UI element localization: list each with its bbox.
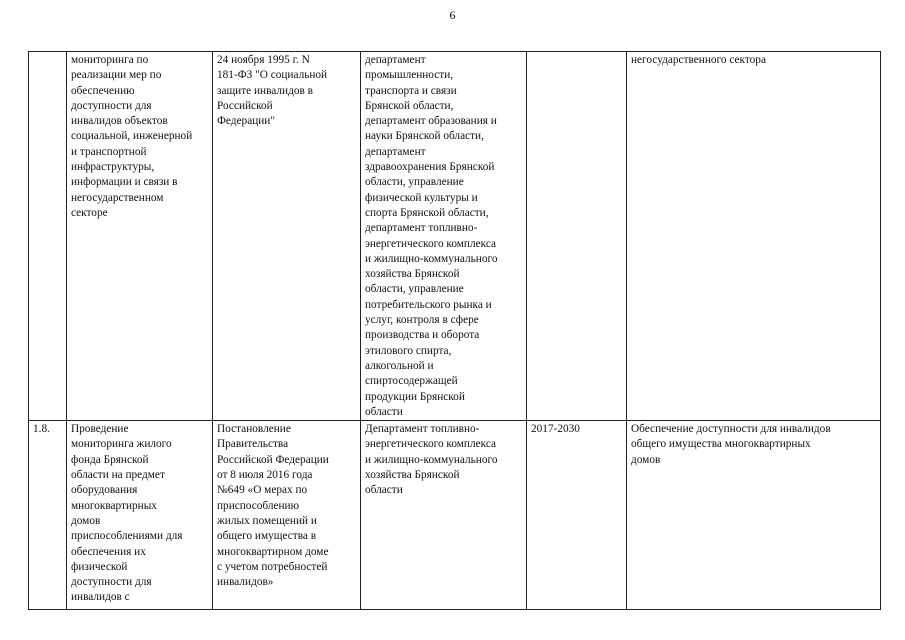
executor-cell: Департамент топливно- энергетического комплекса и жилищно-коммунального хозяйства Брянской области xyxy=(361,421,527,610)
executor-cell: департамент промышленности, транспорта и связи Брянской области, департамент образования и науки Брянской области, департамент здравоохранения Брянской области, управление физической культуры и спорта Брянской области, департамент топливно- энергетического комплекса и жилищно-коммунального хозяйства Брянской области, управление потребительского рынка и услуг, контроля в сфере производства и оборота этилового спирта, алкогольной и спиртосодержащей продукции Брянской области xyxy=(361,52,527,421)
activity-cell: мониторинга по реализации мер по обеспечению доступности для инвалидов объектов социальной, инженерной и транспортной инфраструктуры, информации и связи в негосударственном секторе xyxy=(67,52,213,421)
term-cell xyxy=(527,52,627,421)
row-number-cell: 1.8. xyxy=(29,421,67,610)
table-row xyxy=(29,421,881,610)
result-cell: негосударственного сектора xyxy=(627,52,881,421)
table-row xyxy=(29,52,881,421)
legal-basis-cell: Постановление Правительства Российской Федерации от 8 июля 2016 года №649 «О мерах по приспособлению жилых помещений и общего имущества в многоквартирном доме с учетом потребностей инвалидов» xyxy=(213,421,361,610)
result-cell: Обеспечение доступности для инвалидов общего имущества многоквартирных домов xyxy=(627,421,881,610)
page-number: 6 xyxy=(449,8,456,22)
activity-cell: Проведение мониторинга жилого фонда Брянской области на предмет оборудования многоквартирных домов приспособлениями для обеспечения их физической доступности для инвалидов с xyxy=(67,421,213,610)
measures-table xyxy=(28,51,881,610)
row-number-cell xyxy=(29,52,67,421)
legal-basis-cell: 24 ноября 1995 г. N 181-ФЗ "О социальной защите инвалидов в Российской Федерации" xyxy=(213,52,361,421)
term-cell: 2017-2030 xyxy=(527,421,627,610)
